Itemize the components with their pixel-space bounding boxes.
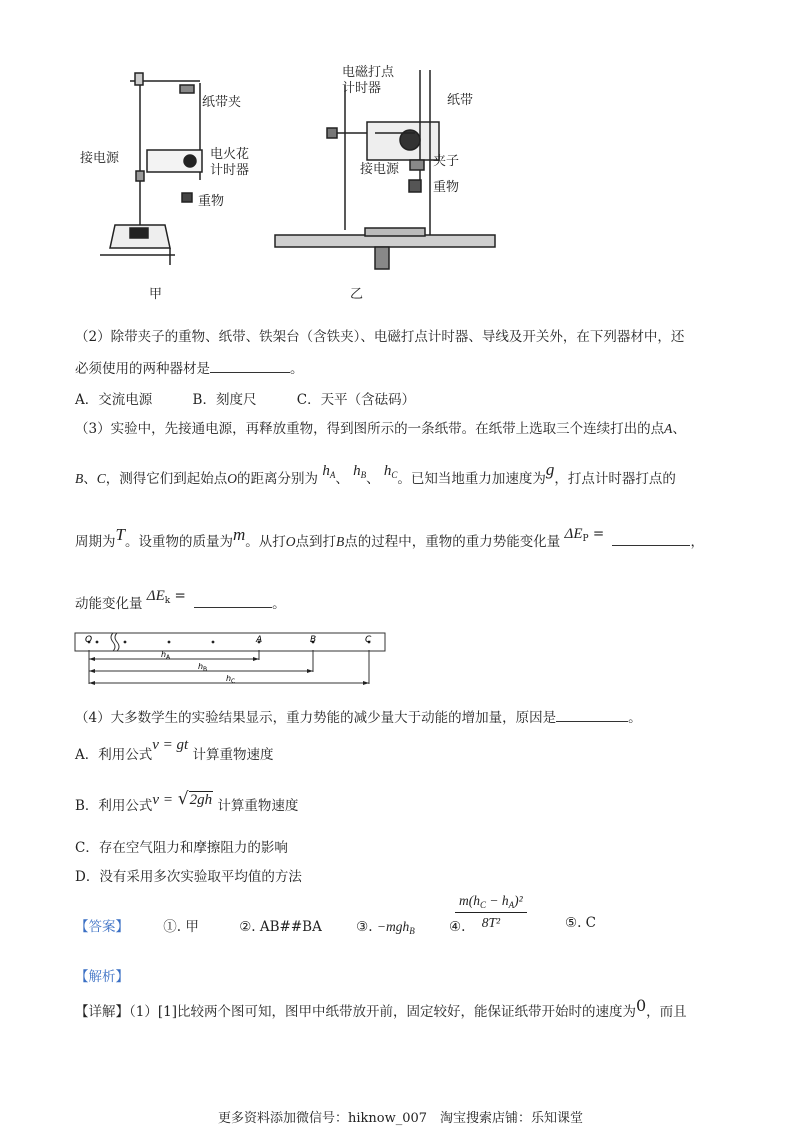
q4-b-suffix: 计算重物速度 (217, 798, 299, 814)
label-weight: 重物 (198, 194, 225, 209)
q2-opt-c: C．天平（含砝码） (296, 392, 416, 408)
answer-4-num-b: − h (486, 893, 509, 908)
answer-tag: 【答案】 (75, 919, 129, 935)
label-clip: 夹子 (433, 154, 460, 169)
tape-hA: h (161, 650, 167, 659)
answer-4-fraction (455, 893, 527, 931)
analysis-detail-end: ，而且 (646, 1004, 687, 1020)
q2-options (75, 388, 415, 408)
label-power: 接电源 (80, 151, 120, 166)
q3-line3-b: 。设重物的质量为 (124, 534, 233, 550)
q3-B2: B (336, 534, 345, 549)
q4-opt-c: C．存在空气阻力和摩擦阻力的影响 (75, 840, 288, 856)
tape-sB: B (203, 666, 208, 673)
answer-1: ①. 甲 (163, 919, 199, 935)
q4-stem (75, 706, 642, 726)
q4-a-suffix: 计算重物速度 (192, 747, 274, 763)
answer-2: ②. AB##BA (239, 919, 322, 935)
answer-4-num-a: m(h (459, 893, 480, 908)
tape-hC: h (226, 674, 232, 683)
figure-yi (275, 60, 495, 280)
q3-period: 。 (272, 596, 286, 612)
q3-line3-c: 。从打 (245, 534, 286, 550)
answer-5: ⑤. C (565, 915, 597, 931)
q3-A: A (664, 421, 673, 436)
answer-3: −mgh (376, 919, 410, 934)
analysis-tag: 【解析】 (75, 969, 129, 985)
label-timer-2: 计时器 (342, 81, 382, 96)
q3-m: m (232, 525, 246, 544)
q3-blank-ek[interactable] (194, 595, 272, 608)
label-weight: 重物 (433, 180, 460, 195)
q3-hC: h (383, 463, 392, 479)
answer-4-prefix: ④. (449, 919, 466, 935)
q3-line4-text: 动能变化量 (75, 596, 143, 612)
label-timer-2: 计时器 (210, 163, 250, 178)
q3-blank-ep[interactable] (612, 533, 690, 546)
q3-line3-e: 点的过程中，重物的重力势能变化量 (344, 534, 561, 550)
q3-dEp: ΔE (564, 526, 583, 542)
q3-line1 (75, 417, 686, 437)
label-timer-1: 电火花 (210, 147, 250, 162)
q3-sep: 、 (335, 471, 349, 487)
q4-opt-d: D．没有采用多次实验取平均值的方法 (75, 869, 302, 885)
analysis-zero: 0 (635, 996, 647, 1015)
tape-C: C (365, 635, 372, 645)
q3-hB: h (353, 463, 361, 479)
label-timer-1: 电磁打点 (342, 65, 395, 80)
q3-hA: h (322, 463, 330, 479)
label-power: 接电源 (360, 162, 400, 177)
q3-subP: P (582, 534, 589, 544)
q3-line1-text: （3）实验中，先接通电源，再释放重物，得到图所示的一条纸带。在纸带上选取三个连续打出的点 (75, 421, 665, 437)
q3-C: C (96, 471, 106, 486)
paper-tape (73, 630, 393, 688)
answer-4-sub-c: C (480, 900, 487, 910)
q3-sep: 、 (366, 471, 380, 487)
q2-line1: （2）除带夹子的重物、纸带、铁架台（含铁夹）、电磁打点计时器、导线及开关外，在下列器材中，还 (75, 329, 685, 345)
q3-line3 (75, 525, 704, 552)
q4-blank[interactable] (556, 709, 628, 722)
answer-4-sub-a: A (508, 900, 515, 910)
tape-sA: A (166, 654, 171, 661)
answer-row (75, 915, 465, 936)
q3-O: O (227, 471, 238, 486)
q2-line2-text: 必须使用的两种器材是 (75, 361, 210, 377)
q3-g: g (545, 460, 555, 479)
q3-B: B (75, 471, 84, 486)
q4-b-prefix: B．利用公式 (75, 798, 153, 814)
q3-sep: 、 (672, 421, 686, 437)
answer-3-sub: B (409, 926, 415, 936)
answer-4-den: 8T² (481, 915, 500, 930)
analysis-detail-tag: 【详解】 (75, 1004, 129, 1020)
q3-T: T (115, 525, 125, 544)
q3-line3-a: 周期为 (75, 534, 116, 550)
q3-line2-mid3: 。已知当地重力加速度为 (397, 471, 546, 487)
label-clamp: 纸带夹 (202, 95, 242, 110)
answer-4-num-c: )² (514, 893, 523, 908)
tape-A: A (256, 635, 263, 645)
label-tape: 纸带 (447, 93, 474, 108)
q4-end: 。 (628, 710, 642, 726)
tape-O: O (85, 635, 93, 645)
analysis-detail (75, 996, 687, 1020)
footer: 更多资料添加微信号：hiknow_007 淘宝搜索店铺：乐知课堂 (218, 1111, 584, 1126)
tape-B: B (310, 635, 317, 645)
q3-line2-end: ，打点计时器打点的 (554, 471, 676, 487)
q3-line2 (75, 460, 676, 488)
q4-a-formula: v = gt (152, 737, 189, 753)
q3-line2-mid2: 的距离分别为 (237, 471, 319, 487)
q3-subk: k (164, 596, 171, 606)
q3-O2: O (285, 534, 296, 549)
q4-b-lhs: v = (152, 792, 173, 808)
q4-opt-a (75, 737, 274, 764)
answer-3-prefix: ③. (356, 919, 373, 935)
q4-stem-text: （4）大多数学生的实验结果显示，重力势能的减少量大于动能的增加量，原因是 (75, 710, 557, 726)
q4-opt-b: B．利用公式v = √2gh 计算重物速度 (75, 789, 299, 814)
q2-opt-a: A．交流电源 (75, 392, 153, 408)
q2-opt-b: B．刻度尺 (192, 392, 257, 408)
figure-caption-jia: 甲 (149, 287, 163, 302)
q3-line2-mid: ，测得它们到起始点 (105, 471, 228, 487)
q3-dEk: ΔE (146, 588, 165, 604)
q2-end: 。 (290, 361, 304, 377)
q2-line2 (75, 357, 304, 377)
q3-sep: 、 (83, 471, 97, 487)
q4-a-prefix: A．利用公式 (75, 747, 153, 763)
q3-comma: ， (690, 534, 704, 550)
q3-subC: C (391, 470, 398, 480)
q3-line3-d: 点到打 (295, 534, 336, 550)
tape-hB: h (198, 662, 204, 671)
q3-subB: B (360, 470, 367, 480)
q2-blank[interactable] (210, 360, 290, 373)
q3-subA: A (329, 470, 336, 480)
q3-eq2: = (170, 588, 186, 604)
tape-sC: C (231, 678, 236, 685)
q4-b-rad: 2gh (189, 792, 213, 808)
q3-line4 (75, 588, 286, 614)
figure-caption-yi: 乙 (350, 287, 364, 302)
figure-jia (80, 65, 275, 305)
q3-eq: = (588, 526, 605, 542)
analysis-detail-text: （1）[1]比较两个图可知，图甲中纸带放开前，固定较好，能保证纸带开始时的速度为 (129, 1004, 636, 1020)
